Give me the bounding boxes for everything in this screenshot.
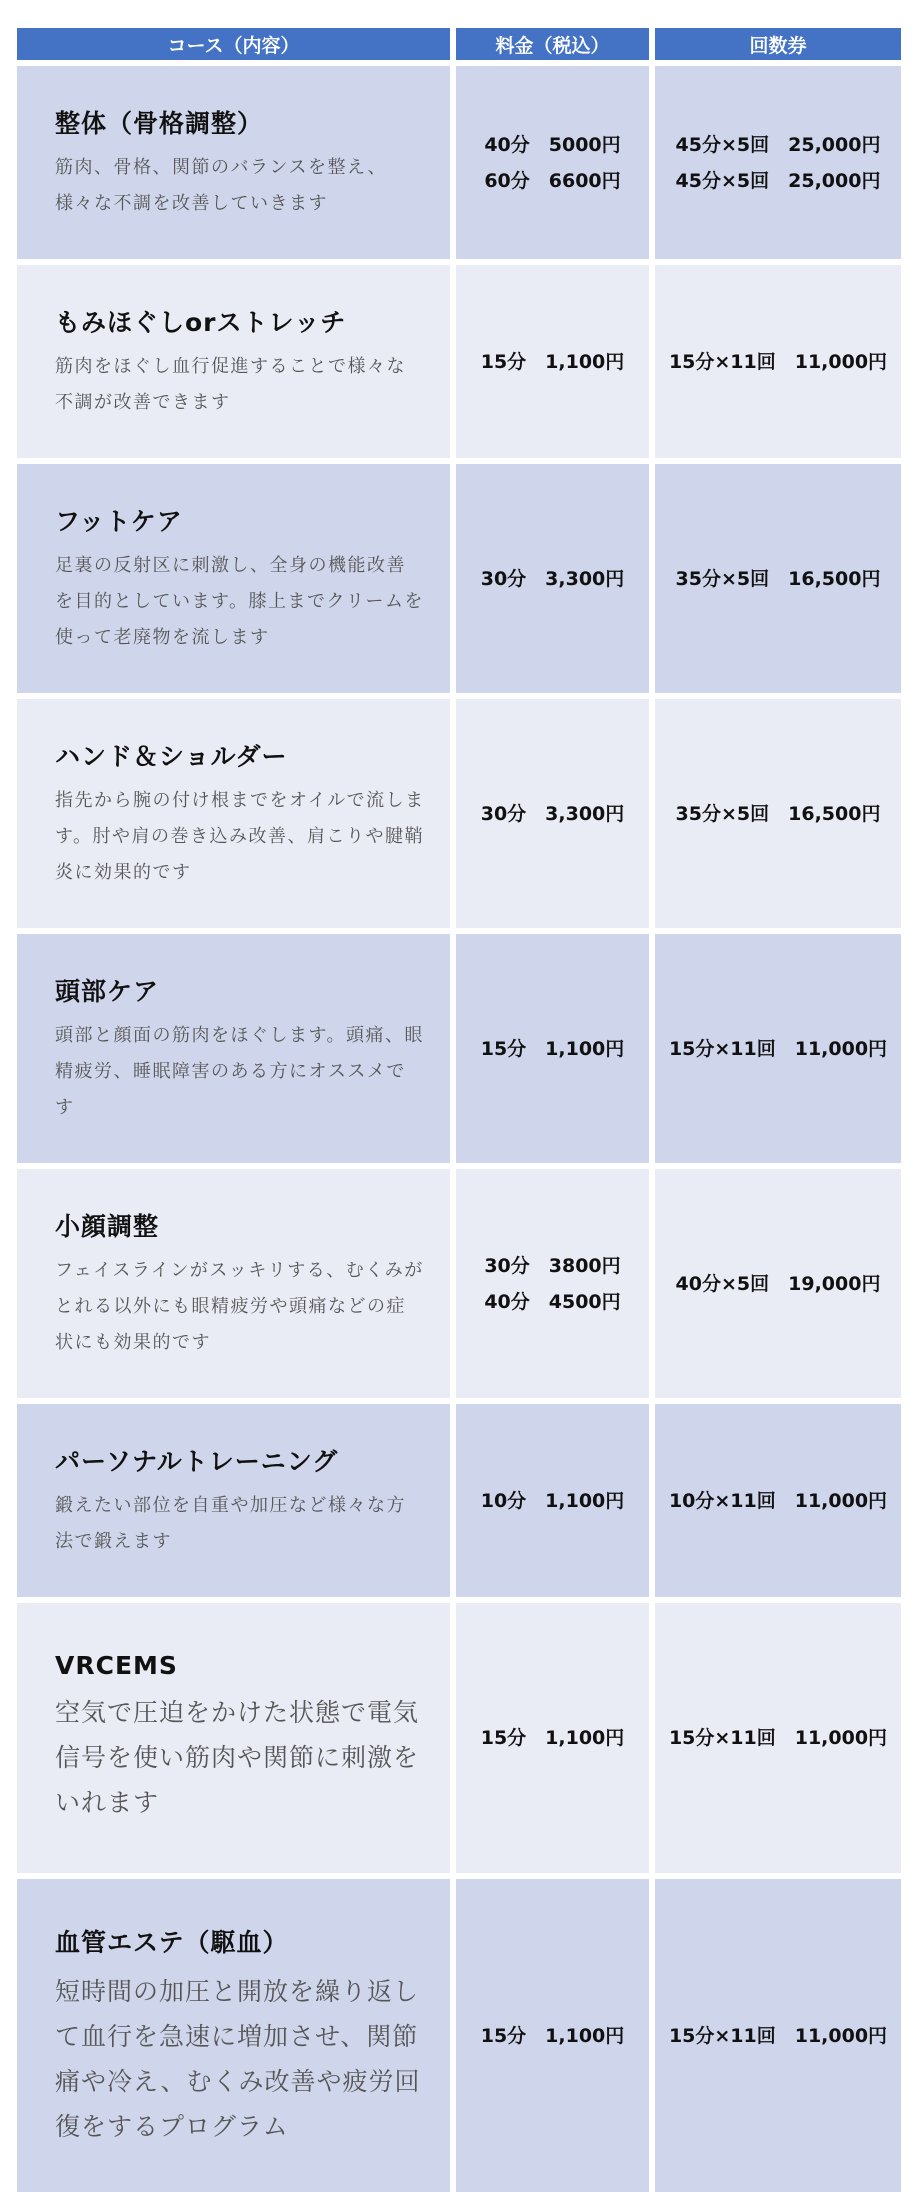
course-name: フットケア	[55, 506, 183, 536]
ticket-line: 15分×11回 11,000円	[668, 1727, 888, 1749]
price-cell	[456, 1879, 649, 2192]
course-description: 空気で圧迫をかけた状態で電気信号を使い筋肉や関節に刺激をいれます	[55, 1698, 420, 1817]
course-name: 整体（骨格調整）	[55, 108, 264, 138]
price-cell	[456, 1169, 649, 1398]
course-description: 頭部と顔面の筋肉をほぐします。頭痛、眼精疲労、睡眠障害のある方にオススメです	[55, 1024, 425, 1118]
course-name: もみほぐしorストレッチ	[55, 307, 347, 337]
course-description: 指先から腕の付け根までをオイルで流します。肘や肩の巻き込み改善、肩こりや腱鞘炎に効果的です	[55, 789, 425, 883]
course-cell	[17, 265, 450, 458]
course-cell	[17, 66, 450, 259]
course-description: 短時間の加圧と開放を繰り返して血行を急速に増加させ、関節痛や冷え、むくみ改善や疲労回復をするプログラム	[55, 1976, 421, 2141]
price-line: 10分 1,100円	[480, 1489, 625, 1512]
ticket-line: 15分×11回 11,000円	[668, 1037, 888, 1060]
course-name: 小顔調整	[55, 1211, 160, 1241]
price-line: 30分 3,300円	[480, 567, 625, 590]
price-line: 15分 1,100円	[480, 2024, 625, 2047]
ticket-cell	[655, 66, 901, 259]
course-cell	[17, 1603, 450, 1873]
price-cell	[456, 464, 649, 693]
price-line: 15分 1,100円	[480, 350, 625, 373]
price-cell	[456, 265, 649, 458]
ticket-cell	[655, 934, 901, 1163]
course-name: パーソナルトレーニング	[55, 1446, 339, 1476]
course-name: 頭部ケア	[55, 976, 160, 1006]
price-cell	[456, 1404, 649, 1597]
course-description: 筋肉をほぐし血行促進することで様々な不調が改善できます	[55, 355, 406, 413]
price-cell	[456, 1603, 649, 1873]
ticket-line: 35分×5回 16,500円	[675, 567, 881, 590]
ticket-line: 15分×11回 11,000円	[668, 350, 888, 373]
header-course: コース（内容）	[17, 28, 450, 60]
ticket-cell	[655, 1169, 901, 1398]
ticket-line: 35分×5回 16,500円	[675, 802, 881, 825]
course-description: 足裏の反射区に刺激し、全身の機能改善を目的としています。膝上までクリームを使って老廃物を流します	[55, 554, 425, 648]
ticket-line: 45分×5回 25,000円	[675, 133, 881, 156]
course-cell	[17, 934, 450, 1163]
ticket-cell	[655, 464, 901, 693]
ticket-cell	[655, 1603, 901, 1873]
ticket-line: 10分×11回 11,000円	[668, 1489, 888, 1512]
ticket-line: 45分×5回 25,000円	[675, 169, 881, 192]
price-line: 30分 3800円	[484, 1254, 621, 1277]
price-line: 40分 4500円	[484, 1290, 621, 1313]
price-line: 60分 6600円	[484, 169, 621, 192]
ticket-line: 40分×5回 19,000円	[675, 1272, 881, 1295]
course-cell	[17, 1879, 450, 2192]
course-cell	[17, 699, 450, 928]
header-price: 料金（税込）	[456, 28, 649, 60]
course-cell	[17, 464, 450, 693]
price-line: 30分 3,300円	[480, 802, 625, 825]
course-cell	[17, 1404, 450, 1597]
course-description: 鍛えたい部位を自重や加圧など様々な方法で鍛えます	[55, 1494, 406, 1552]
course-cell	[17, 1169, 450, 1398]
price-cell	[456, 934, 649, 1163]
course-name: ハンド＆ショルダー	[55, 741, 288, 771]
price-line: 40分 5000円	[484, 133, 621, 156]
price-cell	[456, 66, 649, 259]
course-name: VRCEMS	[55, 1651, 178, 1680]
ticket-line: 15分×11回 11,000円	[668, 2024, 888, 2047]
ticket-cell	[655, 265, 901, 458]
course-name: 血管エステ（駆血）	[55, 1927, 289, 1957]
price-table	[17, 28, 901, 2192]
course-description: 筋肉、骨格、関節のバランスを整え、様々な不調を改善していきます	[55, 156, 388, 214]
course-description: フェイスラインがスッキリする、むくみがとれる以外にも眼精疲労や頭痛などの症状にも効果的です	[55, 1259, 424, 1353]
header-ticket: 回数券	[655, 28, 901, 60]
ticket-cell	[655, 1404, 901, 1597]
ticket-cell	[655, 1879, 901, 2192]
price-cell	[456, 699, 649, 928]
price-line: 15分 1,100円	[480, 1727, 625, 1749]
price-line: 15分 1,100円	[480, 1037, 625, 1060]
ticket-cell	[655, 699, 901, 928]
